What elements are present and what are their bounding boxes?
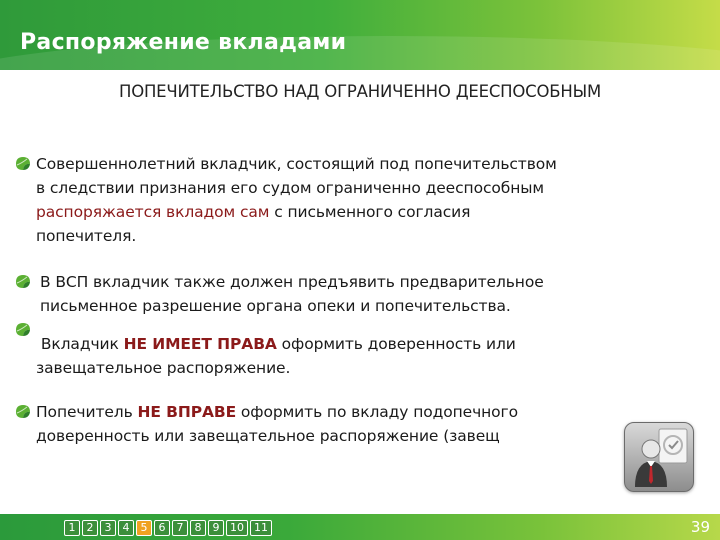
bullet-1-line-4: попечителя.: [36, 227, 137, 245]
bullet-4-pre: Попечитель: [36, 403, 138, 421]
slide-title: Распоряжение вкладами: [20, 30, 347, 55]
page-link-10[interactable]: 10: [226, 520, 248, 536]
bullet-4-highlight: НЕ ВПРАВЕ: [137, 403, 237, 421]
bullet-3-pre: Вкладчик: [36, 335, 124, 353]
bullet-3-line-1: [36, 332, 516, 356]
slide-page-number: 39: [690, 518, 710, 536]
bullet-leaf-icon: [14, 403, 36, 425]
page-link-1[interactable]: 1: [64, 520, 80, 536]
businessman-document-icon[interactable]: [624, 422, 694, 492]
page-link-9[interactable]: 9: [208, 520, 224, 536]
bullet-2-line-2: письменное разрешение органа опеки и попечительства.: [40, 297, 511, 315]
page-link-5-current[interactable]: 5: [136, 520, 152, 536]
page-link-11[interactable]: 11: [250, 520, 272, 536]
page-link-6[interactable]: 6: [154, 520, 170, 536]
bullet-item-1: [14, 152, 557, 248]
bullet-4-line-1-rest: оформить по вкладу подопечного: [236, 403, 518, 421]
page-navigation: [64, 520, 272, 536]
bullet-1-line-3-rest: с письменного согласия: [269, 203, 471, 221]
bullet-item-3: [14, 318, 516, 380]
bullet-1-line-3: [36, 200, 557, 224]
bullet-3-line-1-rest: оформить доверенность или: [276, 335, 516, 353]
bullet-1-highlight: распоряжается вкладом сам: [36, 203, 270, 221]
bullet-leaf-icon: [14, 321, 36, 343]
bullet-3-highlight: НЕ ИМЕЕТ ПРАВА: [123, 335, 277, 353]
page-link-2[interactable]: 2: [82, 520, 98, 536]
bullet-3-line-2: завещательное распоряжение.: [36, 359, 291, 377]
bullet-2-line-1: В ВСП вкладчик также должен предъявить предварительное: [40, 273, 544, 291]
bullet-leaf-icon: [14, 155, 36, 177]
page-link-7[interactable]: 7: [172, 520, 188, 536]
bullet-item-2: [14, 270, 544, 318]
bullet-item-4: [14, 400, 518, 448]
bullet-1-line-2: в следствии признания его судом ограниченно дееспособным: [36, 179, 544, 197]
bullet-4-line-1: [36, 400, 518, 424]
page-link-8[interactable]: 8: [190, 520, 206, 536]
bullet-leaf-icon: [14, 273, 36, 295]
slide-subtitle: ПОПЕЧИТЕЛЬСТВО НАД ОГРАНИЧЕННО ДЕЕСПОСОБНЫМ: [118, 82, 601, 101]
page-link-3[interactable]: 3: [100, 520, 116, 536]
bullet-1-line-1: Совершеннолетний вкладчик, состоящий под попечительством: [36, 155, 557, 173]
bullet-4-line-2: доверенность или завещательное распоряжение (завещ: [36, 427, 500, 445]
page-link-4[interactable]: 4: [118, 520, 134, 536]
slide-header: [0, 0, 720, 70]
